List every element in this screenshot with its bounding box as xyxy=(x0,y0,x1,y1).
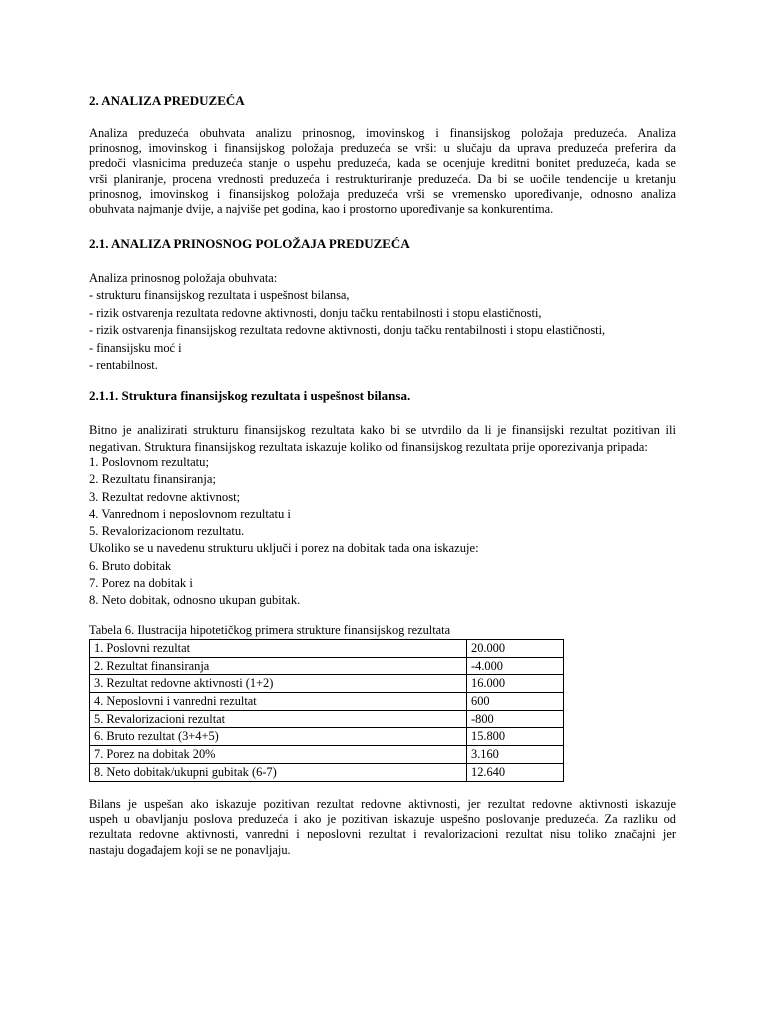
list-item: 4. Vanrednom i neposlovnom rezultatu i xyxy=(89,506,291,521)
table-cell-value: 3.160 xyxy=(467,746,564,764)
list-item: 1. Poslovnom rezultatu; xyxy=(89,455,209,469)
text-line: prinosnog, imovinskog i finansijskog položaja preduzeća se vrši: u slučaju da uprava preduzeća preferira da xyxy=(89,141,676,156)
section-heading-2-1-1: 2.1.1. Struktura finansijskog rezultata i uspešnost bilansa. xyxy=(89,388,411,403)
list-item: - rizik ostvarenja rezultata redovne aktivnosti, donju tačku rentabilnosti i stopu elastičnosti, xyxy=(89,305,542,320)
text-line: rezultata redovne aktivnosti, vanredni i neposlovni rezultat i revalorizacioni rezultat nisu toliko značajni jer xyxy=(89,827,676,842)
table-cell-value: 600 xyxy=(467,693,564,711)
text-line: predoči vlasnicima preduzeća stanje o uspehu preduzeća, kada se ocenjuje kreditni bonitet preduzeća, kada se xyxy=(89,156,676,171)
table-row xyxy=(90,693,564,711)
balance-paragraph xyxy=(89,797,676,858)
table-row xyxy=(90,640,564,658)
table-row xyxy=(90,675,564,693)
table-cell-value: 20.000 xyxy=(467,640,564,658)
table-cell-value: -800 xyxy=(467,710,564,728)
text-line: Analiza preduzeća obuhvata analizu prinosnog, imovinskog i finansijskog položaja preduzeća. Analiza xyxy=(89,126,676,140)
list-item: - finansijsku moć i xyxy=(89,340,182,355)
text-line: Bitno je analizirati strukturu finansijskog rezultata kako bi se utvrdilo da li je finansijski rezultat pozitivan ili xyxy=(89,423,676,437)
list-item: 2. Rezultatu finansiranja; xyxy=(89,472,216,487)
list-item: Analiza prinosnog položaja obuhvata: xyxy=(89,271,278,285)
table-cell-value: 15.800 xyxy=(467,728,564,746)
text-line: uspeh u obavljanju poslova preduzeća i ako je pozitivan iskazuje uspešno poslovanje preduzeća. Za razliku od xyxy=(89,812,676,827)
table-cell-value: 12.640 xyxy=(467,763,564,781)
text-line: Bilans je uspešan ako iskazuje pozitivan rezultat redovne aktivnosti, jer rezultat redovne aktivnosti iskazuje xyxy=(89,797,676,811)
list-item: Ukoliko se u navedenu strukturu uključi i porez na dobitak tada ona iskazuje: xyxy=(89,541,479,556)
section-heading-2: 2. ANALIZA PREDUZEĆA xyxy=(89,93,245,108)
list-item: - rentabilnost. xyxy=(89,358,158,373)
table-cell-value: -4.000 xyxy=(467,657,564,675)
text-line: nastaju događajem koji se ne ponavljaju. xyxy=(89,842,291,857)
intro-paragraph xyxy=(89,126,676,217)
table-row xyxy=(90,710,564,728)
table-cell-label: 3. Rezultat redovne aktivnosti (1+2) xyxy=(90,675,467,693)
list-item: - strukturu finansijskog rezultata i uspešnost bilansa, xyxy=(89,288,350,303)
text-line: vrši planiranje, procena vrednosti preduzeća i restrukturiranje preduzeća. Da bi se uočile tendencije u kretanju xyxy=(89,171,676,186)
financial-result-table xyxy=(89,639,564,782)
table-cell-label: 6. Bruto rezultat (3+4+5) xyxy=(90,728,467,746)
table-cell-label: 2. Rezultat finansiranja xyxy=(90,657,467,675)
table-caption: Tabela 6. Ilustracija hipotetičkog primera strukture finansijskog rezultata xyxy=(89,623,451,637)
list-item: 3. Rezultat redovne aktivnost; xyxy=(89,489,241,504)
list-item: 7. Porez na dobitak i xyxy=(89,576,193,591)
structure-list xyxy=(89,454,479,610)
structure-paragraph xyxy=(89,422,676,455)
text-line: negativan. Struktura finansijskog rezultata iskazuje koliko od finansijskog rezultata prije oporezivanja pripada: xyxy=(89,439,648,454)
list-item: 5. Revalorizacionom rezultatu. xyxy=(89,524,245,539)
table-row xyxy=(90,728,564,746)
table-cell-label: 1. Poslovni rezultat xyxy=(90,640,467,658)
text-line: obuhvata najmanje dvije, a najviše pet godina, kao i prostorno upoređivanje sa konkurentima. xyxy=(89,202,554,217)
table-cell-label: 5. Revalorizacioni rezultat xyxy=(90,710,467,728)
table-row xyxy=(90,746,564,764)
table-cell-label: 7. Porez na dobitak 20% xyxy=(90,746,467,764)
table-row xyxy=(90,763,564,781)
list-item: - rizik ostvarenja finansijskog rezultata redovne aktivnosti, donju tačku rentabilnosti i stopu elastičnosti, xyxy=(89,323,606,338)
table-cell-label: 4. Neposlovni i vanredni rezultat xyxy=(90,693,467,711)
list-item: 8. Neto dobitak, odnosno ukupan gubitak. xyxy=(89,593,301,608)
table-row xyxy=(90,657,564,675)
list-item: 6. Bruto dobitak xyxy=(89,558,172,573)
prinosni-polozaj-list xyxy=(89,270,605,374)
table-cell-label: 8. Neto dobitak/ukupni gubitak (6-7) xyxy=(90,763,467,781)
table-cell-value: 16.000 xyxy=(467,675,564,693)
section-heading-2-1: 2.1. ANALIZA PRINOSNOG POLOŽAJA PREDUZEĆA xyxy=(89,236,410,251)
text-line: prinosnog, imovinskog i finansijskog položaja preduzeća vrši se vremensko upoređivanje, odnosno analiza xyxy=(89,186,676,201)
